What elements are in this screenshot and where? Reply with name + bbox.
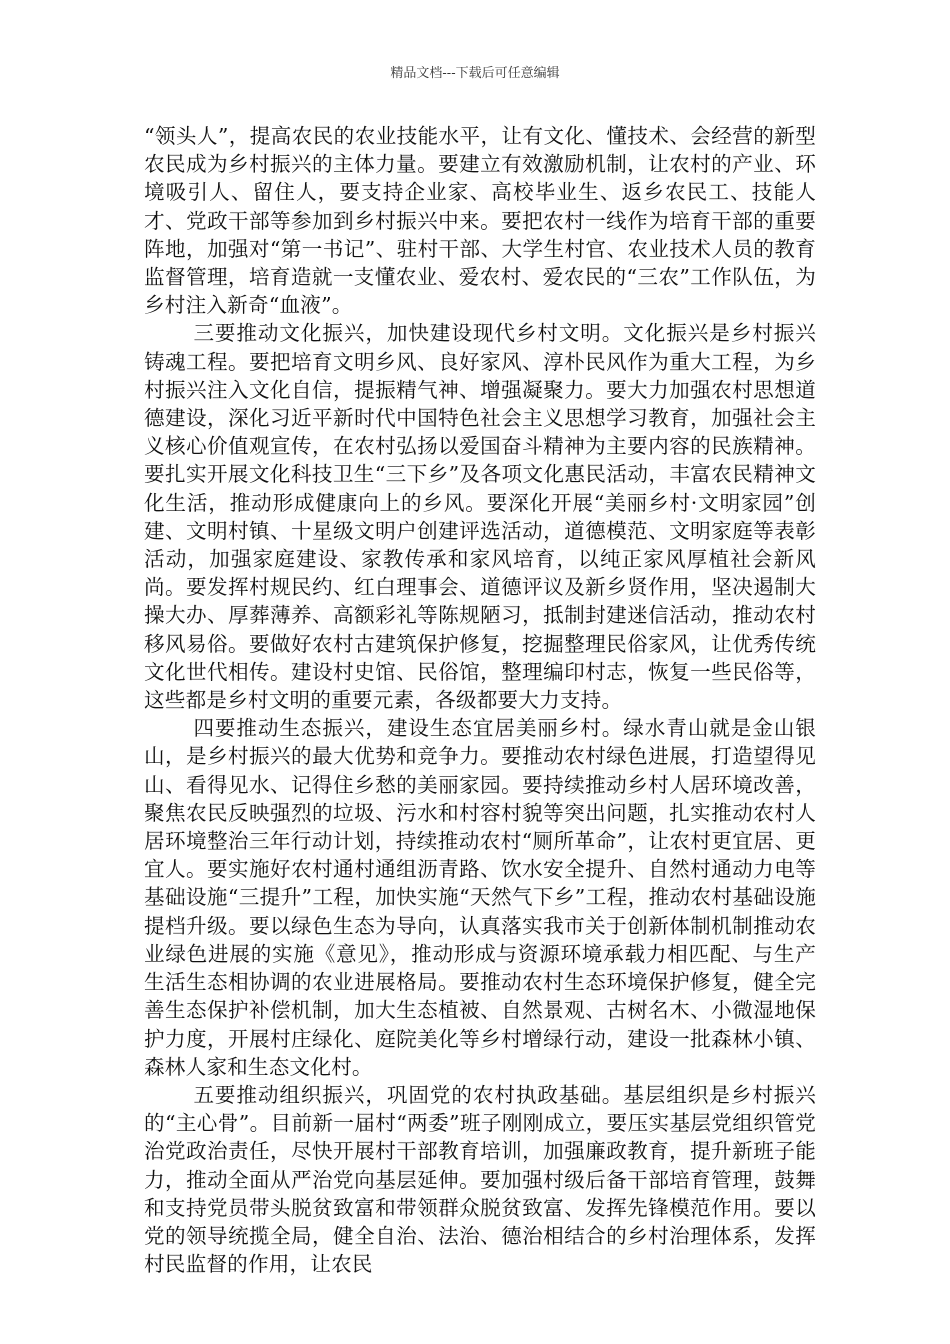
paragraph-ecological-revitalization: 四要推动生态振兴，建设生态宜居美丽乡村。绿水青山就是金山银山，是乡村振兴的最大优势和竞争力。要推动农村绿色进展，打造望得见山、看得见水、记得住乡愁的美丽家园。要持续推动乡村人居环境改善，聚焦农民反映强烈的垃圾、污水和村容村貌等突出问题，扎实推动农村人居环境整治三年行动计划，持续推动农村“厕所革命”，让农村更宜居、更宜人。要实施好农村通村通组沥青路、饮水安全提升、自然村通动力电等基础设施“三提升”工程，加快实施“天然气下乡”工程，推动农村基础设施提档升级。要以绿色生态为导向，认真落实我市关于创新体制机制推动农业绿色进展的实施《意见》，推动形成与资源环境承载力相匹配、与生产生活生态相协调的农业进展格局。要推动农村生态环境保护修复，健全完善生态保护补偿机制，加大生态植被、自然景观、古树名木、小微湿地保护力度，开展村庄绿化、庭院美化等乡村增绿行动，建设一批森林小镇、森林人家和生态文化村。 bbox=[144, 716, 816, 1079]
paragraph-continuation: “领头人”，提高农民的农业技能水平，让有文化、懂技术、会经营的新型农民成为乡村振兴的主体力量。要建立有效激励机制，让农村的产业、环境吸引人、留住人，要支持企业家、高校毕业生、返乡农民工、技能人才、党政干部等参加到乡村振兴中来。要把农村一线作为培育干部的重要阵地，加强对“第一书记”、驻村干部、大学生村官、农业技术人员的教育监督管理，培育造就一支懂农业、爱农村、爱农民的“三农”工作队伍，为乡村注入新奇“血液”。 bbox=[144, 124, 816, 318]
page-header: 精品文档---下载后可任意编辑 bbox=[390, 66, 560, 81]
paragraph-organizational-revitalization: 五要推动组织振兴，巩固党的农村执政基础。基层组织是乡村振兴的“主心骨”。目前新一届村“两委”班子刚刚成立，要压实基层党组织管党治党政治责任，尽快开展村干部教育培训，加强廉政教育，提升新班子能力，推动全面从严治党向基层延伸。要加强村级后备干部培育管理，鼓舞和支持党员带头脱贫致富和带领群众脱贫致富、发挥先锋模范作用。要以党的领导统揽全局，健全自治、法治、德治相结合的乡村治理体系，发挥村民监督的作用，让农民 bbox=[144, 1082, 816, 1277]
paragraph-cultural-revitalization: 三要推动文化振兴，加快建设现代乡村文明。文化振兴是乡村振兴铸魂工程。要把培育文明乡风、良好家风、淳朴民风作为重大工程，为乡村振兴注入文化自信，提振精气神、增强凝聚力。要大力加强农村思想道德建设，深化习近平新时代中国特色社会主义思想学习教育，加强社会主义核心价值观宣传，在农村弘扬以爱国奋斗精神为主要内容的民族精神。要扎实开展文化科技卫生“三下乡”及各项文化惠民活动，丰富农民精神文化生活，推动形成健康向上的乡风。要深化开展“美丽乡村·文明家园”创建、文明村镇、十星级文明户创建评选活动，道德模范、文明家庭等表彰活动，加强家庭建设、家教传承和家风培育，以纯正家风厚植社会新风尚。要发挥村规民约、红白理事会、道德评议及新乡贤作用，坚决遏制大操大办、厚葬薄养、高额彩礼等陈规陋习，抵制封建迷信活动，推动农村移风易俗。要做好农村古建筑保护修复，挖掘整理民俗家风，让优秀传统文化世代相传。建设村史馆、民俗馆，整理编印村志，恢复一些民俗等，这些都是乡村文明的重要元素，各级都要大力支持。 bbox=[144, 321, 816, 713]
document-body bbox=[144, 122, 816, 1278]
